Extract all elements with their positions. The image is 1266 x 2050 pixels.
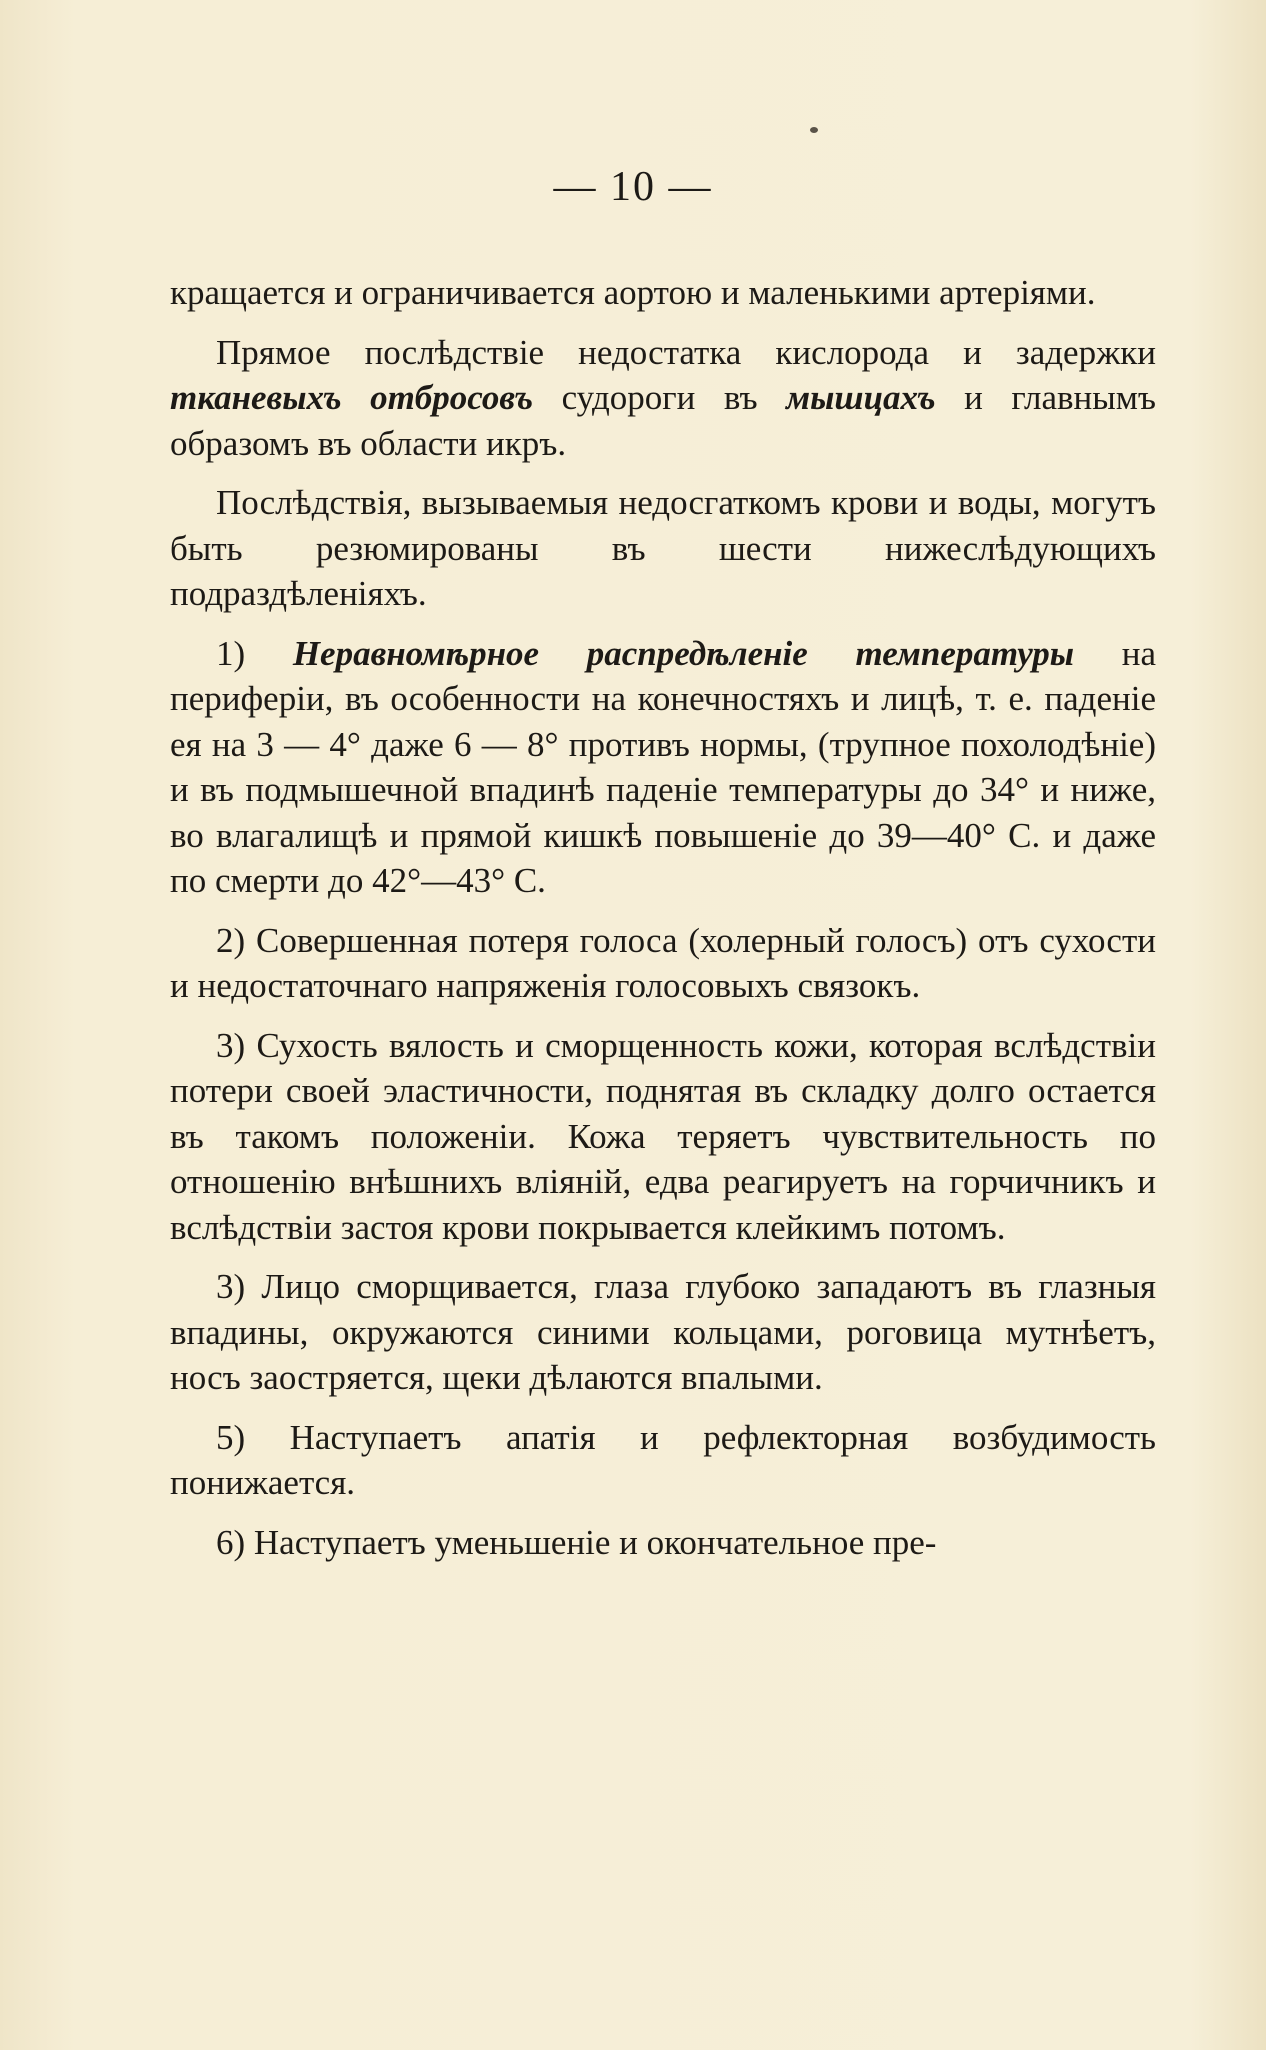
list-item-3b-face: 3) Лицо сморщивается, глаза глубоко западаютъ въ глазныя впадины, окружаются синими кольцами, роговица мутнѣетъ, носъ заостряется, щеки дѣлаются впалыми. [170,1267,1156,1397]
page-number: — 10 — [553,164,713,210]
body-text [170,270,1156,1579]
paragraph-cramps: Прямое послѣдствіе недостатка кислорода и задержки тканевыхъ отбросовъ судороги въ мышцахъ и главнымъ образомъ въ области икръ. [170,332,1156,463]
paragraph-continuation: кращается и ограничивается аортою и маленькими артеріями. [170,273,1096,312]
paragraph-consequences-intro: Послѣдствія, вызываемыя недосгаткомъ крови и воды, могутъ быть резюмированы въ шести нижеслѣдующихъ подраздѣленіяхъ. [170,483,1156,613]
list-item-3-skin: 3) Сухость вялость и сморщенность кожи, которая вслѣдствіи потери своей эластичности, поднятая въ складку долго остается въ такомъ положеніи. Кожа теряетъ чувствительность по отношенію внѣшнихъ вліяній, едва реагируетъ на горчичникъ и вслѣдствіи застоя крови покрывается клейкимъ потомъ. [170,1025,1156,1247]
ink-speck [810,127,818,133]
list-item-6-reduction: 6) Наступаетъ уменьшеніе и окончательное пре- [216,1522,937,1562]
list-item-1-temperature: 1) Неравномѣрное распредѣленіе температуры на периферіи, въ особенности на конечностяхъ и лицѣ, т. е. паденіе ея на 3 — 4° даже 6 — 8° противъ нормы, (трупное похолодѣніе) и въ подмышечной впадинѣ паденіе температуры до 34° и ниже, во влагалищѣ и прямой кишкѣ повышеніе до 39—40° С. и даже по смерти до 42°—43° С. [170,633,1156,900]
list-item-2-voice: 2) Совершенная потеря голоса (холерный голосъ) отъ сухости и недостаточнаго напряженія голосовыхъ связокъ. [170,920,1156,1005]
list-item-5-apathy: 5) Наступаетъ апатія и рефлекторная возбудимость понижается. [170,1417,1156,1502]
